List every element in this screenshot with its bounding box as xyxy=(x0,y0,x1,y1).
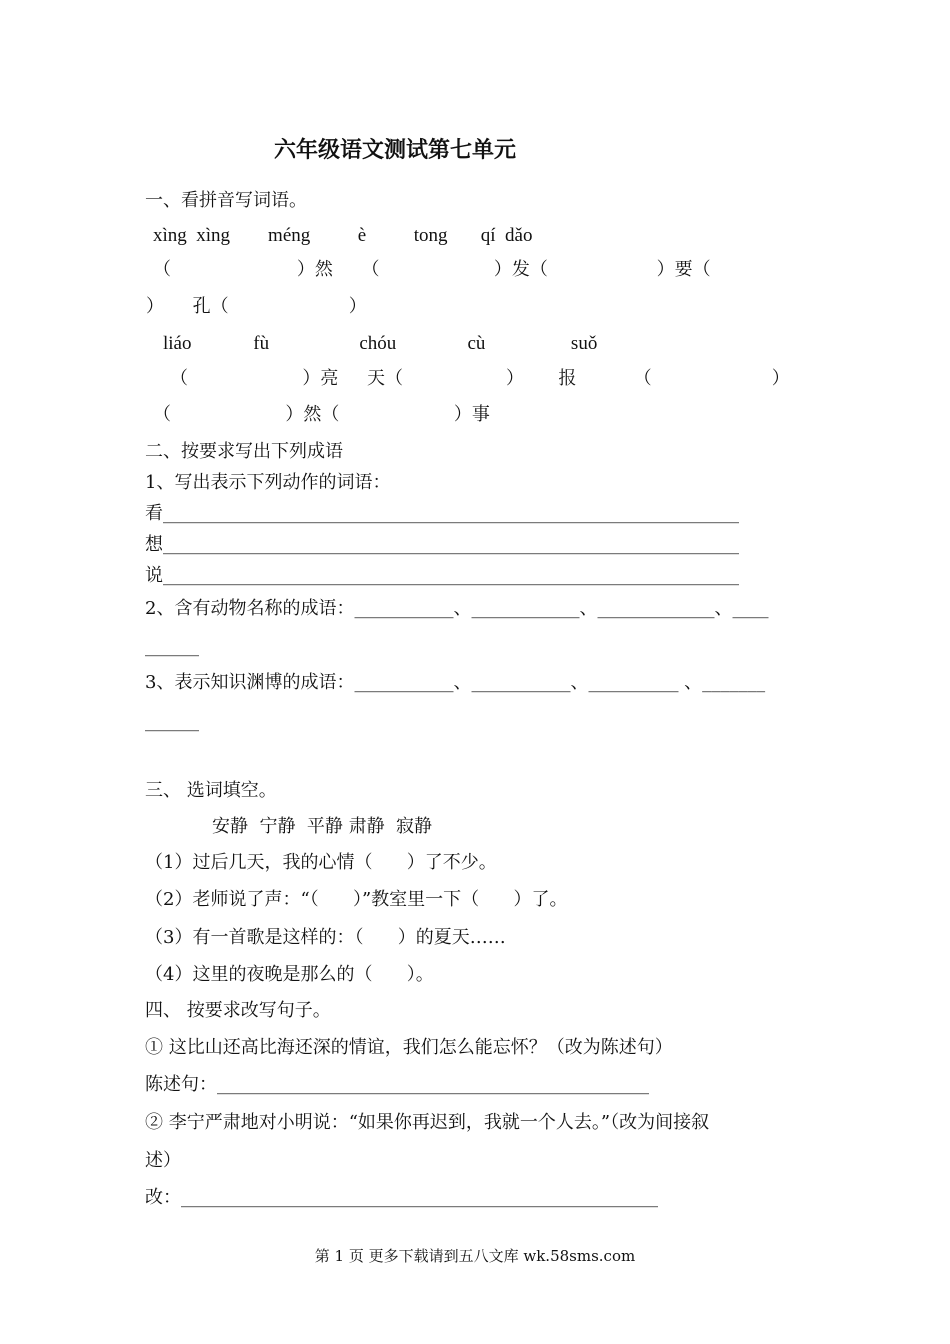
blank-row-2b: （ ）然（ ）事 xyxy=(153,404,490,425)
sentence-2: ② 李宁严肃地对小明说：“如果你再迟到，我就一个人去。”（改为间接叙 xyxy=(145,1112,710,1133)
question-2-3-continuation: ______ xyxy=(145,711,199,732)
question-2-2-continuation: ______ xyxy=(145,636,199,657)
answer-line-kan: 看________________________________________________________________ xyxy=(145,503,739,524)
answer-line-shuo: 说________________________________________________________________ xyxy=(145,565,739,586)
pinyin-row-2: liáo fù chóu cù suǒ xyxy=(163,333,598,354)
blank-row-2a: （ ）亮 天（ ） 报 （ ） xyxy=(170,368,790,389)
fill-item-3: （3）有一首歌是这样的：（ ）的夏天…… xyxy=(145,927,506,948)
question-2-3: 3、表示知识渊博的成语：___________、___________、__________ 、_______ xyxy=(145,672,766,693)
question-2-1: 1、写出表示下列动作的词语： xyxy=(145,472,391,493)
page-title: 六年级语文测试第七单元 xyxy=(274,137,517,163)
sentence-2-answer: 改：_____________________________________________________ xyxy=(145,1187,658,1208)
sentence-2-continuation: 述） xyxy=(145,1150,181,1171)
blank-row-1a: （ ）然 （ ）发（ ）要（ xyxy=(153,259,711,280)
section-4-heading: 四、 按要求改写句子。 xyxy=(145,1000,331,1021)
blank-row-1b: ） 孔（ ） xyxy=(146,296,367,317)
sentence-1: ① 这比山还高比海还深的情谊，我们怎么能忘怀？（改为陈述句） xyxy=(145,1037,673,1058)
section-1-heading: 一、看拼音写词语。 xyxy=(145,190,307,211)
pinyin-row-1: xìng xìng méng è tong qí dǎo xyxy=(153,225,533,246)
question-2-2: 2、含有动物名称的成语：___________、____________、_____________、____ xyxy=(145,598,769,619)
section-3-heading: 三、 选词填空。 xyxy=(145,780,277,801)
fill-item-1: （1）过后几天，我的心情（ ）了不少。 xyxy=(145,852,497,873)
sentence-1-answer: 陈述句：________________________________________________ xyxy=(145,1074,649,1095)
section-2-heading: 二、按要求写出下列成语 xyxy=(145,441,343,462)
page-footer: 第 1 页 更多下载请到五八文库 wk.58sms.com xyxy=(314,1247,636,1265)
fill-item-2: （2）老师说了声：“（ ）”教室里一下（ ）了。 xyxy=(145,889,568,910)
answer-line-xiang: 想________________________________________________________________ xyxy=(145,534,739,555)
fill-item-4: （4）这里的夜晚是那么的（ ）。 xyxy=(145,964,434,985)
word-bank: 安静 宁静 平静 肃静 寂静 xyxy=(212,816,433,837)
